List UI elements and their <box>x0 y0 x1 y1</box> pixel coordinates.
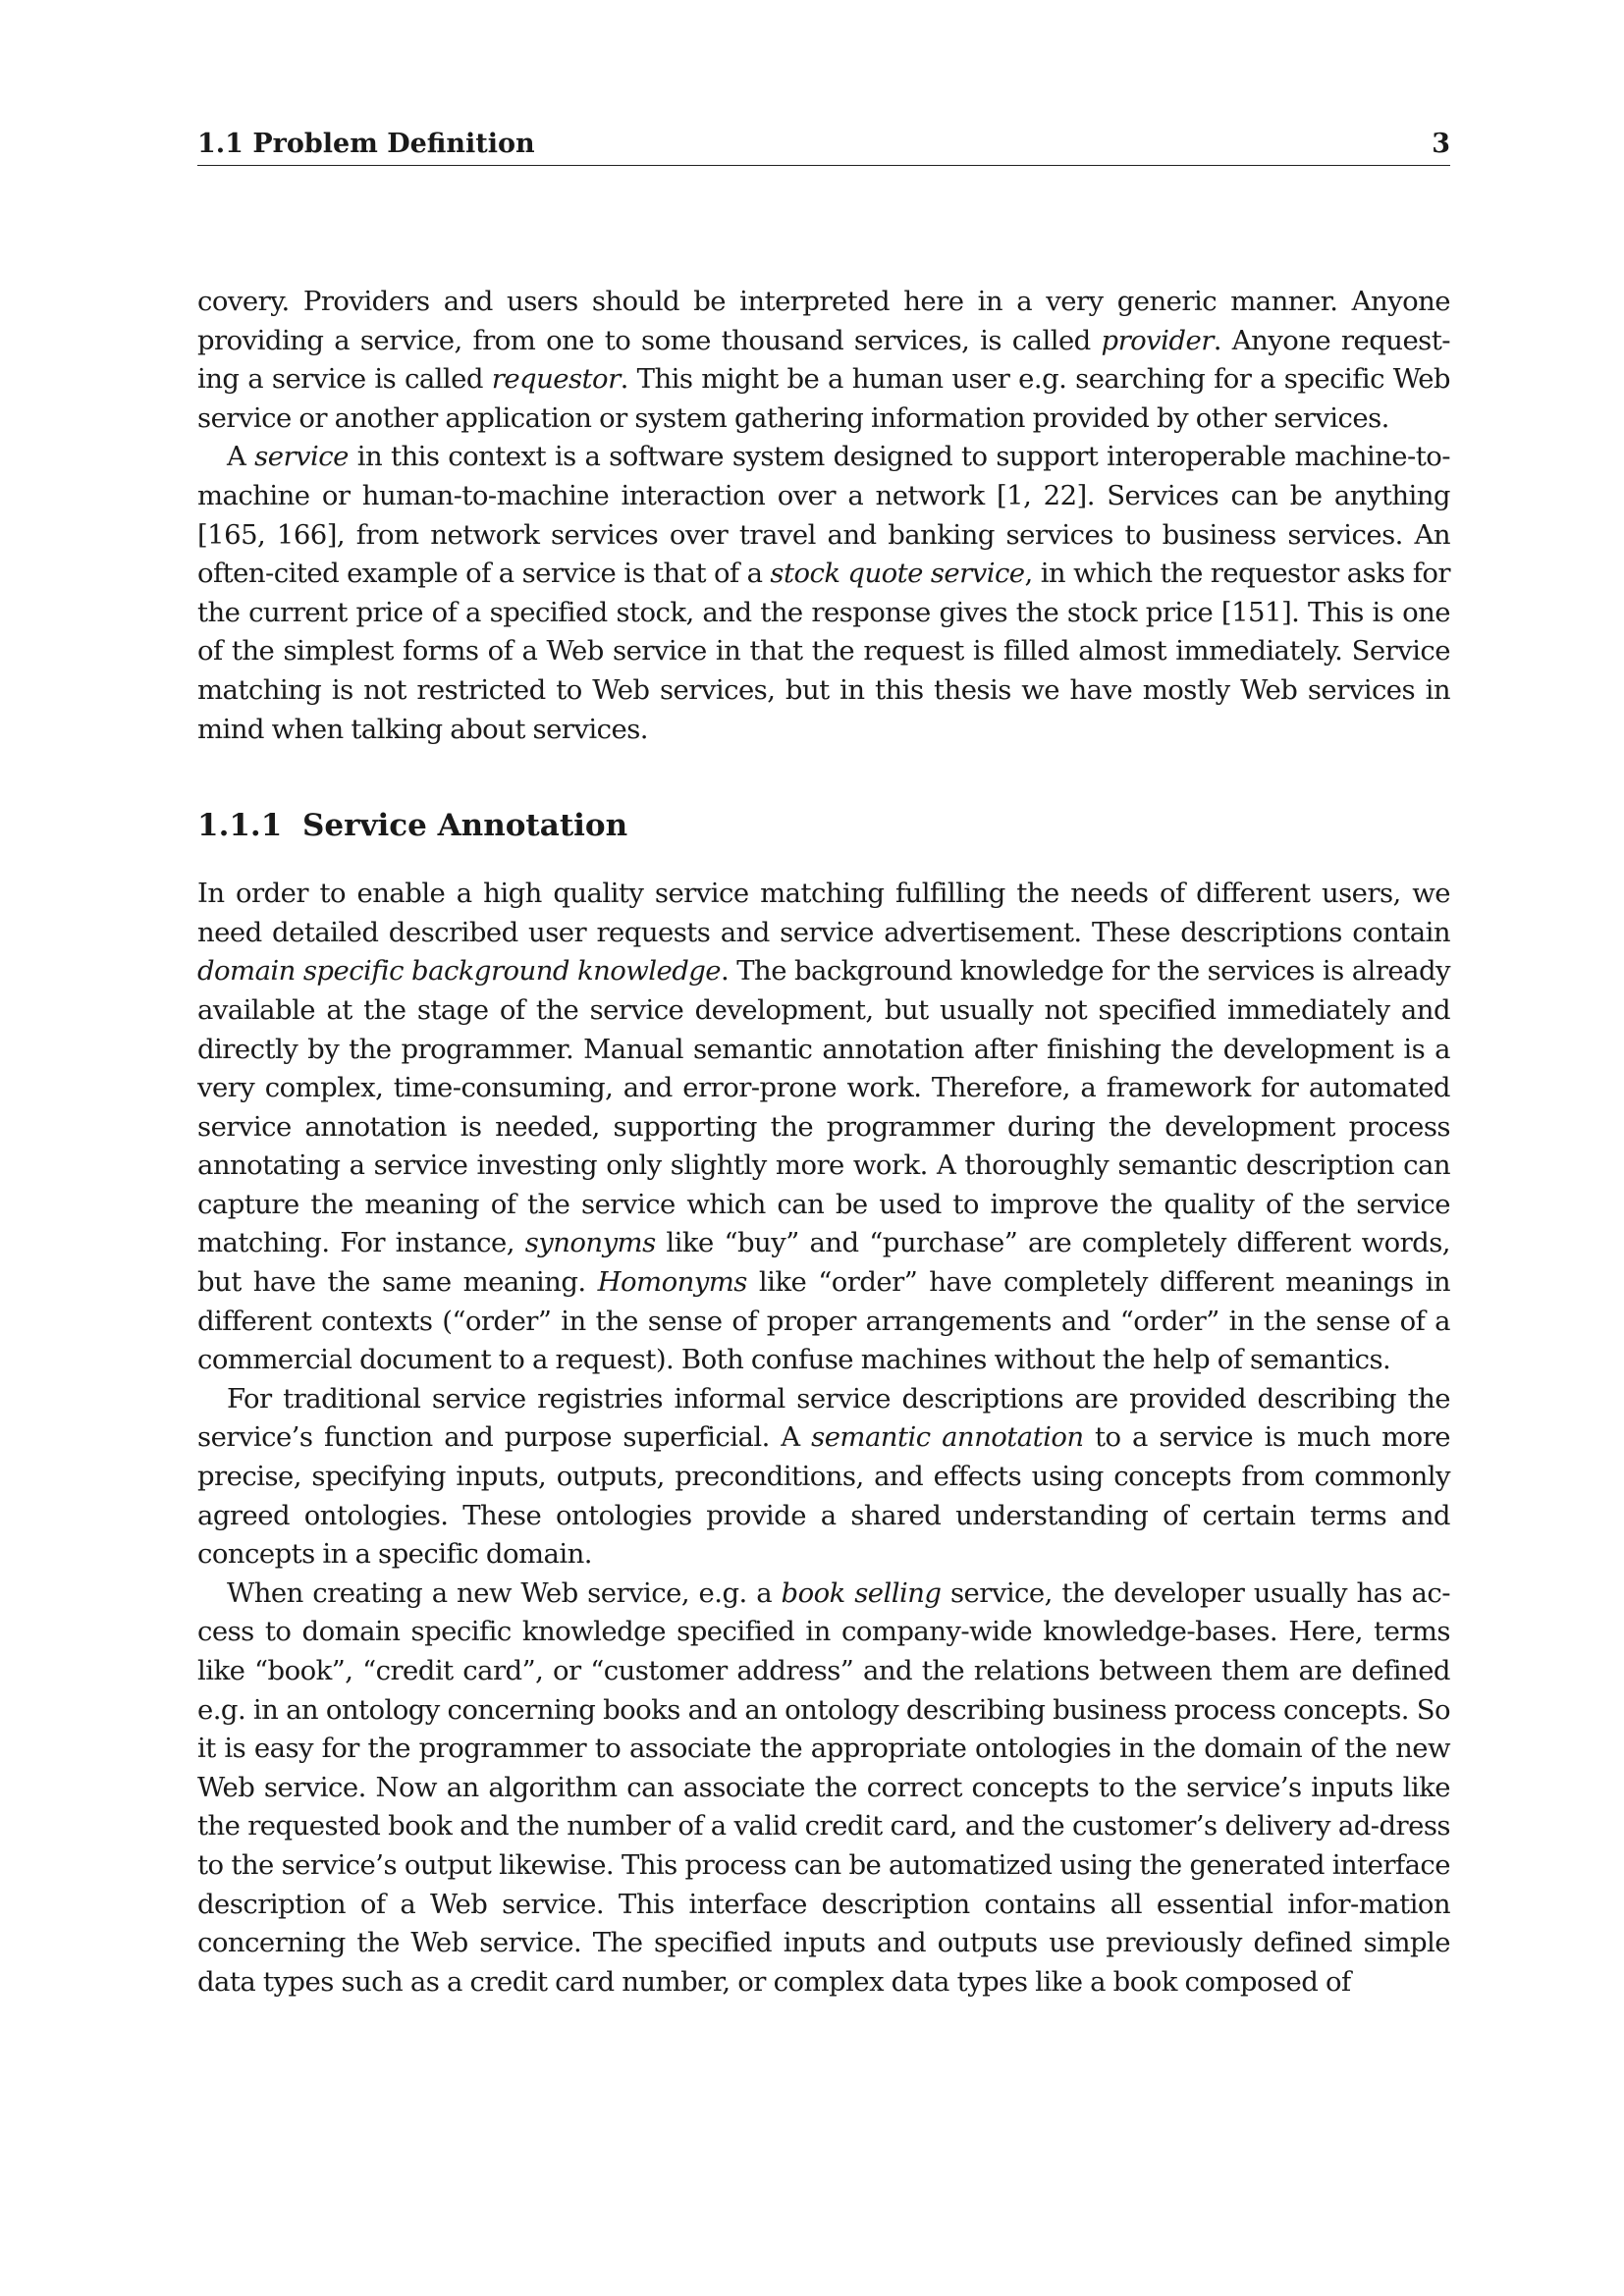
term-homonyms: Homonyms <box>597 1266 747 1299</box>
paragraph: For traditional service registries informal service descriptions are provided describing the service’s function and purpose superficial. A semantic annotation to a service is much more precise, specifying inputs, outputs, preconditions, and effects using concepts from commonly agreed ontologies. These ontologies provide a shared understanding of certain terms and concepts in a specific domain. <box>197 1382 1451 1571</box>
paragraph: A service in this context is a software system designed to support interoperable machine-to-machine or human-to-machine interaction over a network [1, 22]. Services can be anything [165, 166], from network services over travel and banking services to business services. An often-cited example of a service is that of a stock quote service, in which the requestor asks for the current price of a specified stock, and the response gives the stock price [151]. This is one of the simplest forms of a Web service in that the request is filled almost immediately. Service matching is not restricted to Web services, but in this thesis we have mostly Web services in mind when talking about services. <box>197 441 1450 745</box>
term-requestor: requestor <box>491 363 621 396</box>
term-book-selling: book selling <box>781 1576 942 1609</box>
section-title: Service Annotation <box>302 808 628 844</box>
term-synonyms: synonyms <box>524 1227 656 1259</box>
main-text <box>197 283 1450 2002</box>
term-provider: provider <box>1101 324 1214 356</box>
term-stock-quote-service: stock quote service <box>770 558 1025 590</box>
term-service: service <box>254 441 349 473</box>
section-heading <box>197 806 1450 845</box>
section-number: 1.1.1 <box>197 808 283 844</box>
term-domain-knowledge: domain specific background knowledge <box>197 955 722 988</box>
page-header <box>197 124 1450 166</box>
paragraph: In order to enable a high quality service matching fulfilling the needs of different users, we need detailed described user requests and service advertisement. These descriptions contain domain specific background knowledge. The background knowledge for the services is already available at the stage of the service development, but usually not specified immediately and directly by the programmer. Manual semantic annotation after finishing the development is a very complex, time-consuming, and error-prone work. Therefore, a framework for automated service annotation is needed, supporting the programmer during the development process annotating a service investing only slightly more work. A thoroughly semantic description can capture the meaning of the service which can be used to improve the quality of the service matching. For instance, synonyms like “buy” and “purchase” are completely different words, but have the same meaning. Homonyms like “order” have completely different meanings in different contexts (“order” in the sense of proper arrangements and “order” in the sense of a commercial document to a request). Both confuse machines without the help of semantics. <box>197 878 1450 1376</box>
term-semantic-annotation: semantic annotation <box>811 1421 1084 1454</box>
running-head-section-title: 1.1 Problem Definition <box>197 129 535 159</box>
paragraph: covery. Providers and users should be interpreted here in a very generic manner. Anyone providing a service, from one to some thousand services, is called provider. Anyone request-ing a service is called requestor. This might be a human user e.g. searching for a specific Web service or another application or system gathering information provided by other services. <box>197 286 1450 434</box>
paragraph: When creating a new Web service, e.g. a book selling service, the developer usually has ac-cess to domain specific knowledge specified in company-wide knowledge-bases. Here, terms like “book”, “credit card”, or “customer address” and the relations between them are defined e.g. in an ontology concerning books and an ontology describing business process concepts. So it is easy for the programmer to associate the appropriate ontologies in the domain of the new Web service. Now an algorithm can associate the correct concepts to the service’s inputs like the requested book and the number of a valid credit card, and the customer’s delivery ad-dress to the service’s output likewise. This process can be automatized using the generated interface description of a Web service. This interface description contains all essential infor-mation concerning the Web service. The specified inputs and outputs use previously defined simple data types such as a credit card number, or complex data types like a book composed of <box>197 1576 1450 1998</box>
page-number: 3 <box>1432 129 1450 159</box>
